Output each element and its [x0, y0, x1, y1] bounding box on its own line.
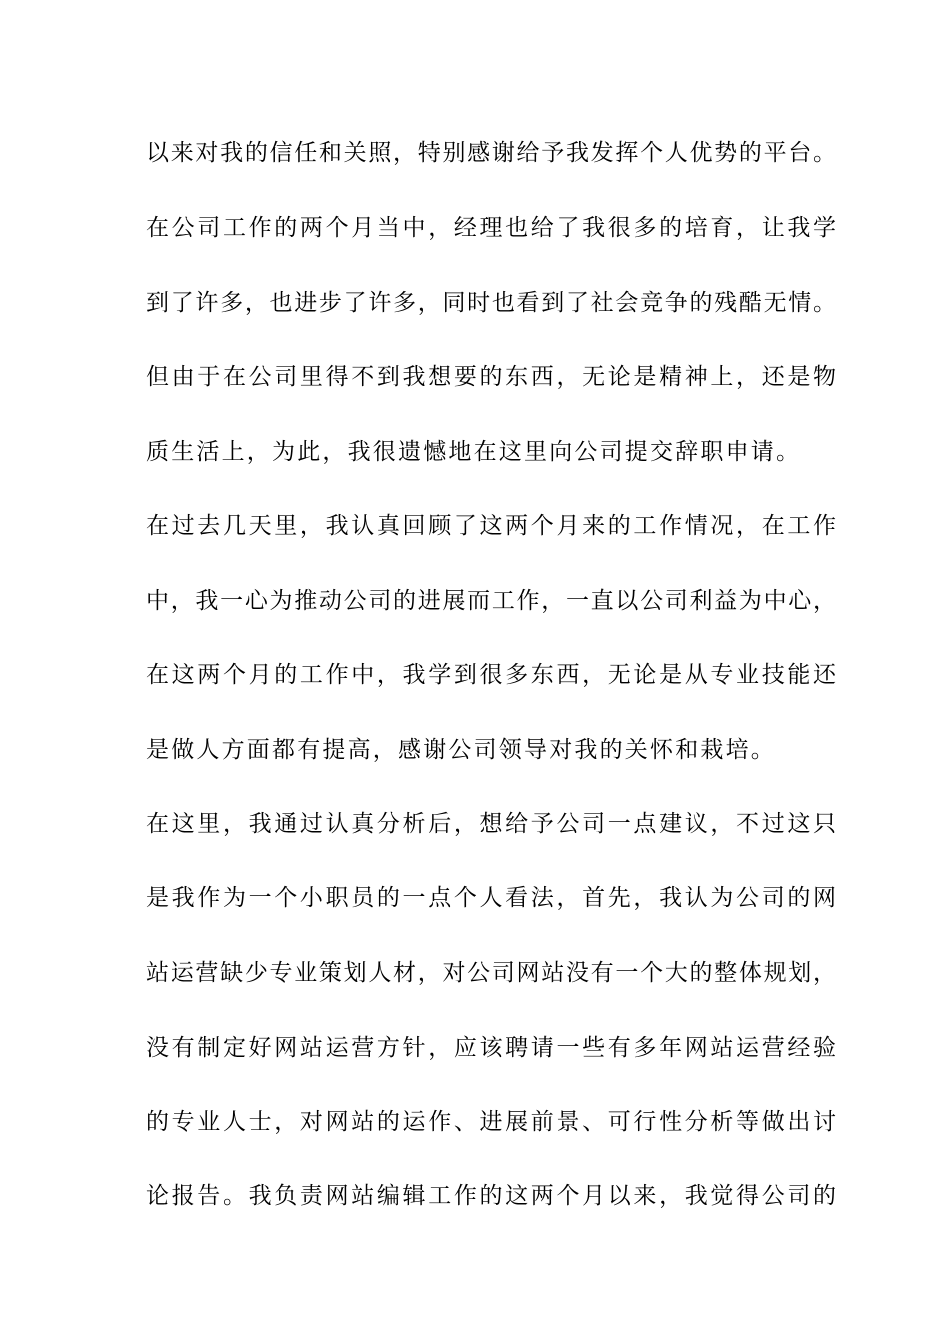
text-line: 站运营缺少专业策划人材，对公司网站没有一个大的整体规划， — [146, 960, 836, 986]
text-line: 的专业人士，对网站的运作、进展前景、可行性分析等做出讨 — [146, 1109, 836, 1135]
text-line: 但由于在公司里得不到我想要的东西，无论是精神上，还是物 — [146, 364, 836, 390]
text-line: 质生活上，为此，我很遗憾地在这里向公司提交辞职申请。 — [146, 439, 802, 465]
text-line: 在这里，我通过认真分析后，想给予公司一点建议，不过这只 — [146, 811, 836, 837]
text-line: 到了许多，也进步了许多，同时也看到了社会竞争的残酷无情。 — [146, 290, 836, 316]
text-line: 中，我一心为推动公司的进展而工作，一直以公司利益为中心， — [146, 588, 836, 614]
text-line: 以来对我的信任和关照，特别感谢给予我发挥个人优势的平台。 — [146, 140, 836, 166]
text-line: 没有制定好网站运营方针，应该聘请一些有多年网站运营经验 — [146, 1035, 836, 1061]
text-line: 在这两个月的工作中，我学到很多东西，无论是从专业技能还 — [146, 662, 836, 688]
text-line: 是我作为一个小职员的一点个人看法，首先，我认为公司的网 — [146, 885, 836, 911]
text-line: 在公司工作的两个月当中，经理也给了我很多的培育，让我学 — [146, 215, 836, 241]
text-line: 论报告。我负责网站编辑工作的这两个月以来，我觉得公司的 — [146, 1183, 836, 1209]
text-line: 在过去几天里，我认真回顾了这两个月来的工作情况，在工作 — [146, 513, 836, 539]
text-line: 是做人方面都有提高，感谢公司领导对我的关怀和栽培。 — [146, 737, 776, 763]
